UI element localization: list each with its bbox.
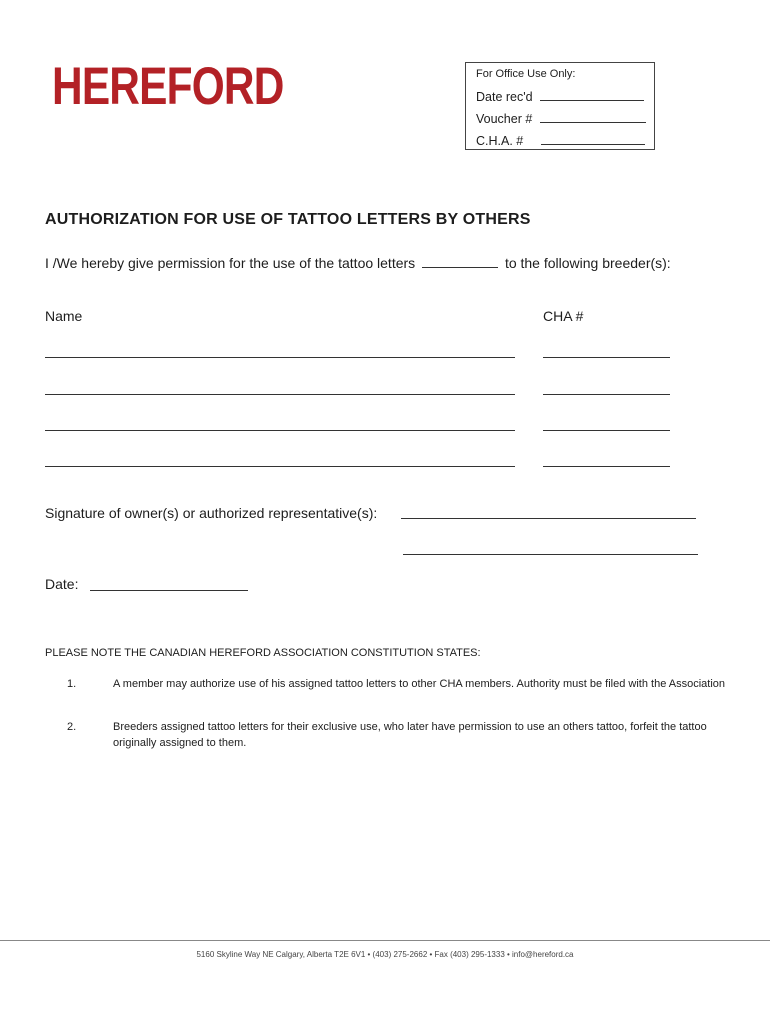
intro-text-after: to the following breeder(s): bbox=[504, 255, 671, 271]
cha-column-header: CHA # bbox=[543, 308, 584, 324]
breeder-name-field-2[interactable] bbox=[45, 394, 515, 395]
voucher-label: Voucher # bbox=[476, 112, 533, 126]
note-number: 1. bbox=[67, 678, 77, 690]
date-received-label: Date rec'd bbox=[476, 90, 533, 104]
note-text: Breeders assigned tattoo letters for their exclusive use, who later have permission to use an others tattoo, forfeit the tattoo originally assigned to them. bbox=[113, 721, 707, 749]
permission-statement bbox=[45, 255, 671, 271]
intro-text-before: I /We hereby give permission for the use of the tattoo letters bbox=[45, 255, 416, 271]
notes-heading: PLEASE NOTE THE CANADIAN HEREFORD ASSOCIATION CONSTITUTION STATES: bbox=[45, 647, 481, 659]
note-text: A member may authorize use of his assigned tattoo letters to other CHA members. Authority must be filed with the Association bbox=[113, 678, 726, 690]
signature-field-1[interactable] bbox=[401, 518, 696, 519]
note-number: 2. bbox=[67, 721, 77, 733]
breeder-cha-field-3[interactable] bbox=[543, 430, 670, 431]
signature-field-2[interactable] bbox=[403, 554, 698, 555]
cha-office-row bbox=[476, 130, 644, 152]
tattoo-letters-field[interactable] bbox=[422, 267, 498, 268]
signature-label: Signature of owner(s) or authorized representative(s): bbox=[45, 505, 378, 521]
date-received-row bbox=[476, 86, 644, 108]
cha-office-field[interactable] bbox=[541, 144, 645, 145]
breeder-name-field-3[interactable] bbox=[45, 430, 515, 431]
footer-divider bbox=[0, 940, 770, 941]
date-received-field[interactable] bbox=[540, 100, 644, 101]
breeder-name-field-4[interactable] bbox=[45, 466, 515, 467]
form-title: AUTHORIZATION FOR USE OF TATTOO LETTERS BY OTHERS bbox=[45, 211, 531, 228]
voucher-field[interactable] bbox=[540, 122, 646, 123]
hereford-logo: HEREFORD bbox=[52, 57, 284, 116]
breeder-name-field-1[interactable] bbox=[45, 357, 515, 358]
voucher-row bbox=[476, 108, 644, 130]
office-use-title: For Office Use Only: bbox=[476, 68, 576, 80]
breeder-cha-field-4[interactable] bbox=[543, 466, 670, 467]
date-label: Date: bbox=[45, 576, 79, 592]
breeder-cha-field-1[interactable] bbox=[543, 357, 670, 358]
cha-office-label: C.H.A. # bbox=[476, 134, 524, 148]
date-field[interactable] bbox=[90, 590, 248, 591]
breeder-cha-field-2[interactable] bbox=[543, 394, 670, 395]
name-column-header: Name bbox=[45, 308, 83, 324]
footer-contact: 5160 Skyline Way NE Calgary, Alberta T2E 6V1 • (403) 275-2662 • Fax (403) 295-1333 • info@hereford.ca bbox=[196, 950, 574, 959]
office-use-box bbox=[465, 62, 655, 150]
